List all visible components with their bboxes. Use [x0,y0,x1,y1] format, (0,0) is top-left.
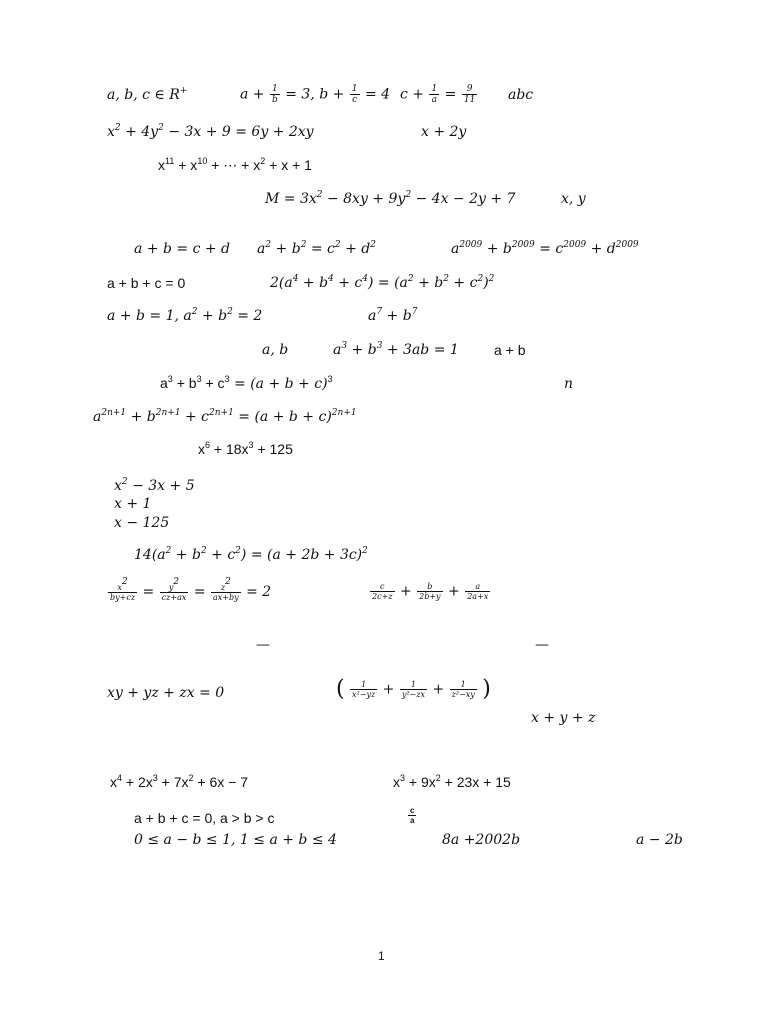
p3-polynomial: $x^{11} + x^{10}$ + ⋯ + $x^2 + x + 1$ [158,156,312,173]
p17-poly-2: $x^3 + 9x^2 + 23x + 15$ [393,773,511,790]
p12-factor-1: $x^2 - 3x + 5$ [114,477,195,494]
p14-condition: $\frac{x^2}{by+cz}$ = $\frac{y^2}{cz+ax}$ = $\frac{z^2}{ax+by}$ = 2 [110,577,272,602]
p16-condition: xy + yz + zx = 0 [107,685,225,701]
p5-eq1: a + b = c + d [134,241,231,257]
p12-factor-2: x + 1 [114,496,152,512]
p16-target: x + y + z [531,710,596,726]
p1-set: a, b, c ∈ R+ [107,86,188,103]
dash-right: — [535,637,549,653]
p11-polynomial: $x^6 + 18x^3 + 125$ [198,440,293,457]
p16-expression: ( $\frac{1}{\text{x²−yz}}$ + $\frac{1}{\text{y²−zx}}$ + $\frac{1}{\text{z²−xy}}$ ) [336,676,491,702]
p2-equation: $x^2 + 4y^2 - 3x + 9 = 6y + 2xy$ [107,123,314,140]
page-number: 1 [378,949,385,963]
p19-target: a − 2b [636,832,683,848]
p10-identity: $a^{2n+1} + b^{2n+1} + c^{2n+1} = (a + b + c)^{2n+1}$ [93,408,357,425]
p8-target: a + b [494,342,526,358]
p6-condition: a + b + c = 0 [107,275,186,291]
p9-identity: $a^3 + b^3 + c^3 = (a + b + c)^3$ [160,374,333,392]
p18-target: $\frac{c}{a}$ [410,806,415,825]
p1-conditions: a + $\frac{1}{b}$ = 3, b + $\frac{1}{c}$ = 4 [240,84,391,105]
p5-eq2: $a^2 + b^2 = c^2 + d^2$ [257,240,376,257]
p17-poly-1: $x^4 + 2x^3 + 7x^2 + 6x - 7$ [110,773,249,790]
p7-target: $a^7 + b^7$ [368,307,418,324]
p19-expression: 8a +2002b [442,832,521,848]
p14-target: $\frac{c}{2c+z}$ + $\frac{b}{2b+y}$ + $\frac{a}{2a+x}$ [372,582,489,601]
p13-identity: $14(a^2 + b^2 + c^2) = (a + 2b + 3c)^2$ [134,546,368,563]
p5-eq3: $a^{2009} + b^{2009} = c^{2009} + d^{2009}$ [451,240,639,257]
p8-equation: $a^3 + b^3 + 3ab = 1$ [333,341,459,358]
p19-condition: 0 ≤ a − b ≤ 1, 1 ≤ a + b ≤ 4 [134,832,337,848]
p9-n: n [564,376,574,392]
p12-factor-3: x − 125 [114,515,170,531]
p4-expression: $M = 3x^2 - 8xy + 9y^2 - 4x - 2y + 7$ [265,190,516,207]
p6-identity: $2(a^4 + b^4 + c^4) = (a^2 + b^2 + c^2)^2$ [270,274,495,291]
p8-vars: a, b [262,342,289,358]
p1-target: abc [508,87,534,103]
p4-vars: x, y [561,191,586,207]
dash-left: — [256,637,270,653]
p2-target: x + 2y [421,124,467,140]
p1-condition-c: c + $\frac{1}{a}$ = $\frac{9}{11}$ [400,84,476,105]
p7-condition: a + b = 1, $a^2 + b^2 = 2$ [107,307,263,324]
p18-condition: a + b + c = 0, a > b > c [134,810,275,826]
